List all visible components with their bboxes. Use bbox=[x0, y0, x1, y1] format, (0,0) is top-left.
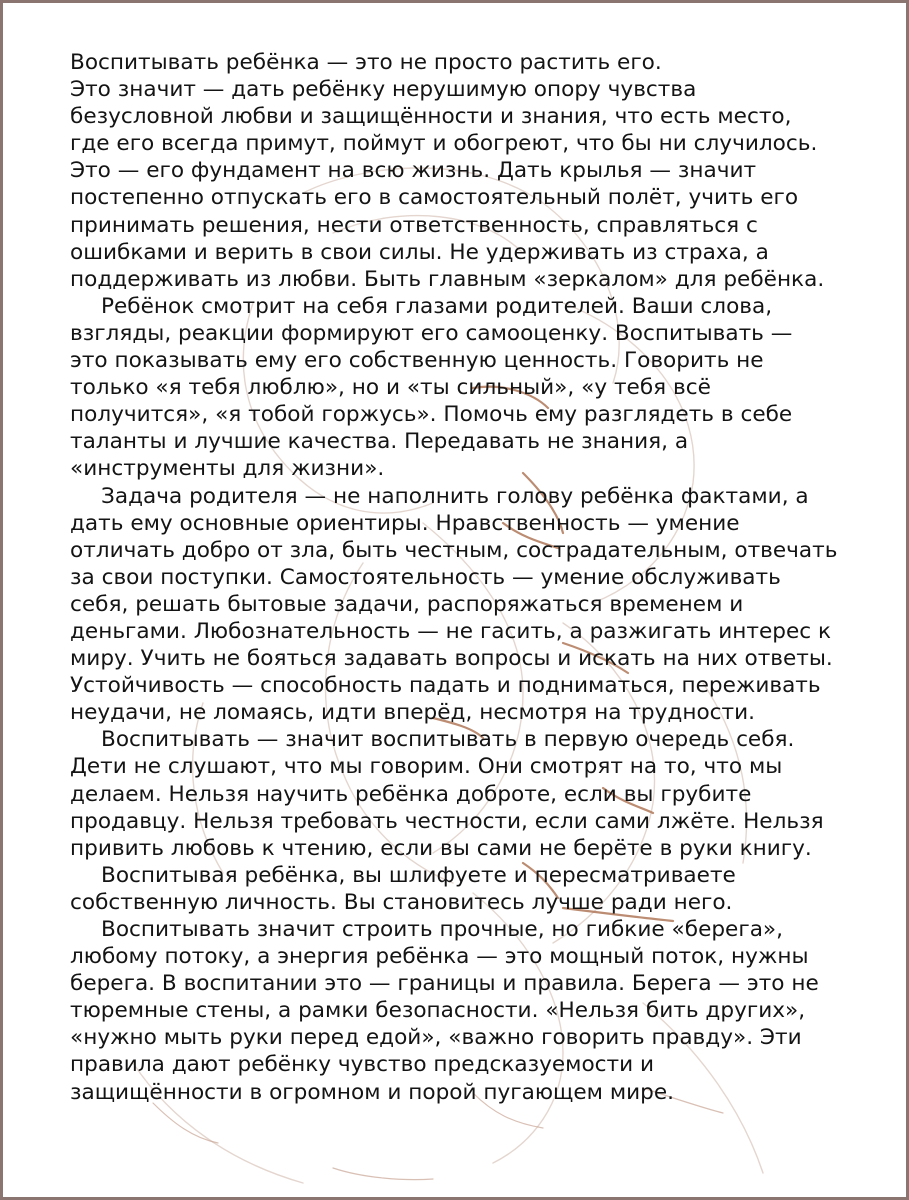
paragraph-start-line: Задача родителя — не наполнить голову ребёнка фактами, а bbox=[101, 483, 809, 509]
text-line: за свои поступки. Самостоятельность — умение обслуживать bbox=[70, 564, 781, 590]
text-line: поддерживать из любви. Быть главным «зеркалом» для ребёнка. bbox=[70, 266, 825, 292]
text-line: ошибками и верить в свои силы. Не удерживать из страха, а bbox=[70, 239, 769, 265]
text-line: таланты и лучшие качества. Передавать не знания, а bbox=[70, 429, 689, 455]
text-line: себя, решать бытовые задачи, распоряжаться временем и bbox=[70, 591, 744, 617]
text-line: получится», «я тобой горжусь». Помочь ему разглядеть в себе bbox=[70, 402, 793, 428]
text-line: Это значит — дать ребёнку нерушимую опору чувства bbox=[70, 77, 697, 103]
text-line: дать ему основные ориентиры. Нравственность — умение bbox=[70, 510, 740, 536]
text-line: Это — его фундамент на всю жизнь. Дать крылья — значит bbox=[70, 158, 757, 184]
paragraph-start-line: Воспитывать — значит воспитывать в первую очередь себя. bbox=[101, 727, 795, 753]
text-line: правила дают ребёнку чувство предсказуемости и bbox=[70, 1052, 655, 1078]
text-line: «инструменты для жизни». bbox=[70, 456, 385, 482]
sketch-detail bbox=[153, 1103, 218, 1143]
text-line: только «я тебя люблю», но и «ты сильный», «у тебя всё bbox=[70, 375, 711, 401]
text-line: тюремные стены, а рамки безопасности. «Нельзя бить других», bbox=[70, 998, 806, 1024]
paragraph-start-line: Воспитывая ребёнка, вы шлифуете и пересматриваете bbox=[101, 862, 736, 888]
paragraph-start-line: Воспитывать значит строить прочные, но гибкие «берега», bbox=[101, 917, 783, 942]
text-line: это показывать ему его собственную ценность. Говорить не bbox=[70, 348, 764, 374]
text-line: постепенно отпускать его в самостоятельный полёт, учить его bbox=[70, 185, 799, 211]
text-line: Воспитывать ребёнка — это не просто растить его. bbox=[70, 50, 662, 75]
paragraph-start-line: Ребёнок смотрит на себя глазами родителей. Ваши слова, bbox=[101, 293, 773, 319]
text-line: привить любовь к чтению, если вы сами не берёте в руки книгу. bbox=[70, 835, 812, 861]
text-line: Дети не слушают, что мы говорим. Они смотрят на то, что мы bbox=[70, 754, 783, 780]
text-line: где его всегда примут, поймут и обогреют, что бы ни случилось. bbox=[70, 131, 818, 157]
text-line: «нужно мыть руки перед едой», «важно говорить правду». Эти bbox=[70, 1025, 802, 1051]
article-text bbox=[70, 49, 890, 1106]
text-line: собственную личность. Вы становитесь лучше ради него. bbox=[70, 889, 733, 915]
text-line: защищённости в огромном и порой пугающем мире. bbox=[70, 1079, 675, 1105]
text-line: Устойчивость — способность падать и подниматься, переживать bbox=[70, 673, 821, 699]
text-line: неудачи, не ломаясь, идти вперёд, несмотря на трудности. bbox=[70, 700, 756, 726]
text-line: продавцу. Нельзя требовать честности, если сами лжёте. Нельзя bbox=[70, 808, 824, 834]
text-line: отличать добро от зла, быть честным, сострадательным, отвечать bbox=[70, 537, 838, 563]
text-line: взгляды, реакции формируют его самооценку. Воспитывать — bbox=[70, 320, 793, 346]
text-line: принимать решения, нести ответственность, справляться с bbox=[70, 212, 758, 238]
sketch-detail bbox=[333, 1168, 433, 1180]
text-line: деньгами. Любознательность — не гасить, а разжигать интерес к bbox=[70, 618, 832, 644]
text-line: берега. В воспитании это — границы и правила. Берега — это не bbox=[70, 971, 819, 997]
text-line: миру. Учить не бояться задавать вопросы и искать на них ответы. bbox=[70, 646, 833, 672]
text-line: делаем. Нельзя научить ребёнка доброте, если вы грубите bbox=[70, 781, 752, 807]
text-line: любому потоку, а энергия ребёнка — это мощный поток, нужны bbox=[70, 944, 809, 970]
text-line: безусловной любви и защищённости и знания, что есть место, bbox=[70, 104, 792, 130]
